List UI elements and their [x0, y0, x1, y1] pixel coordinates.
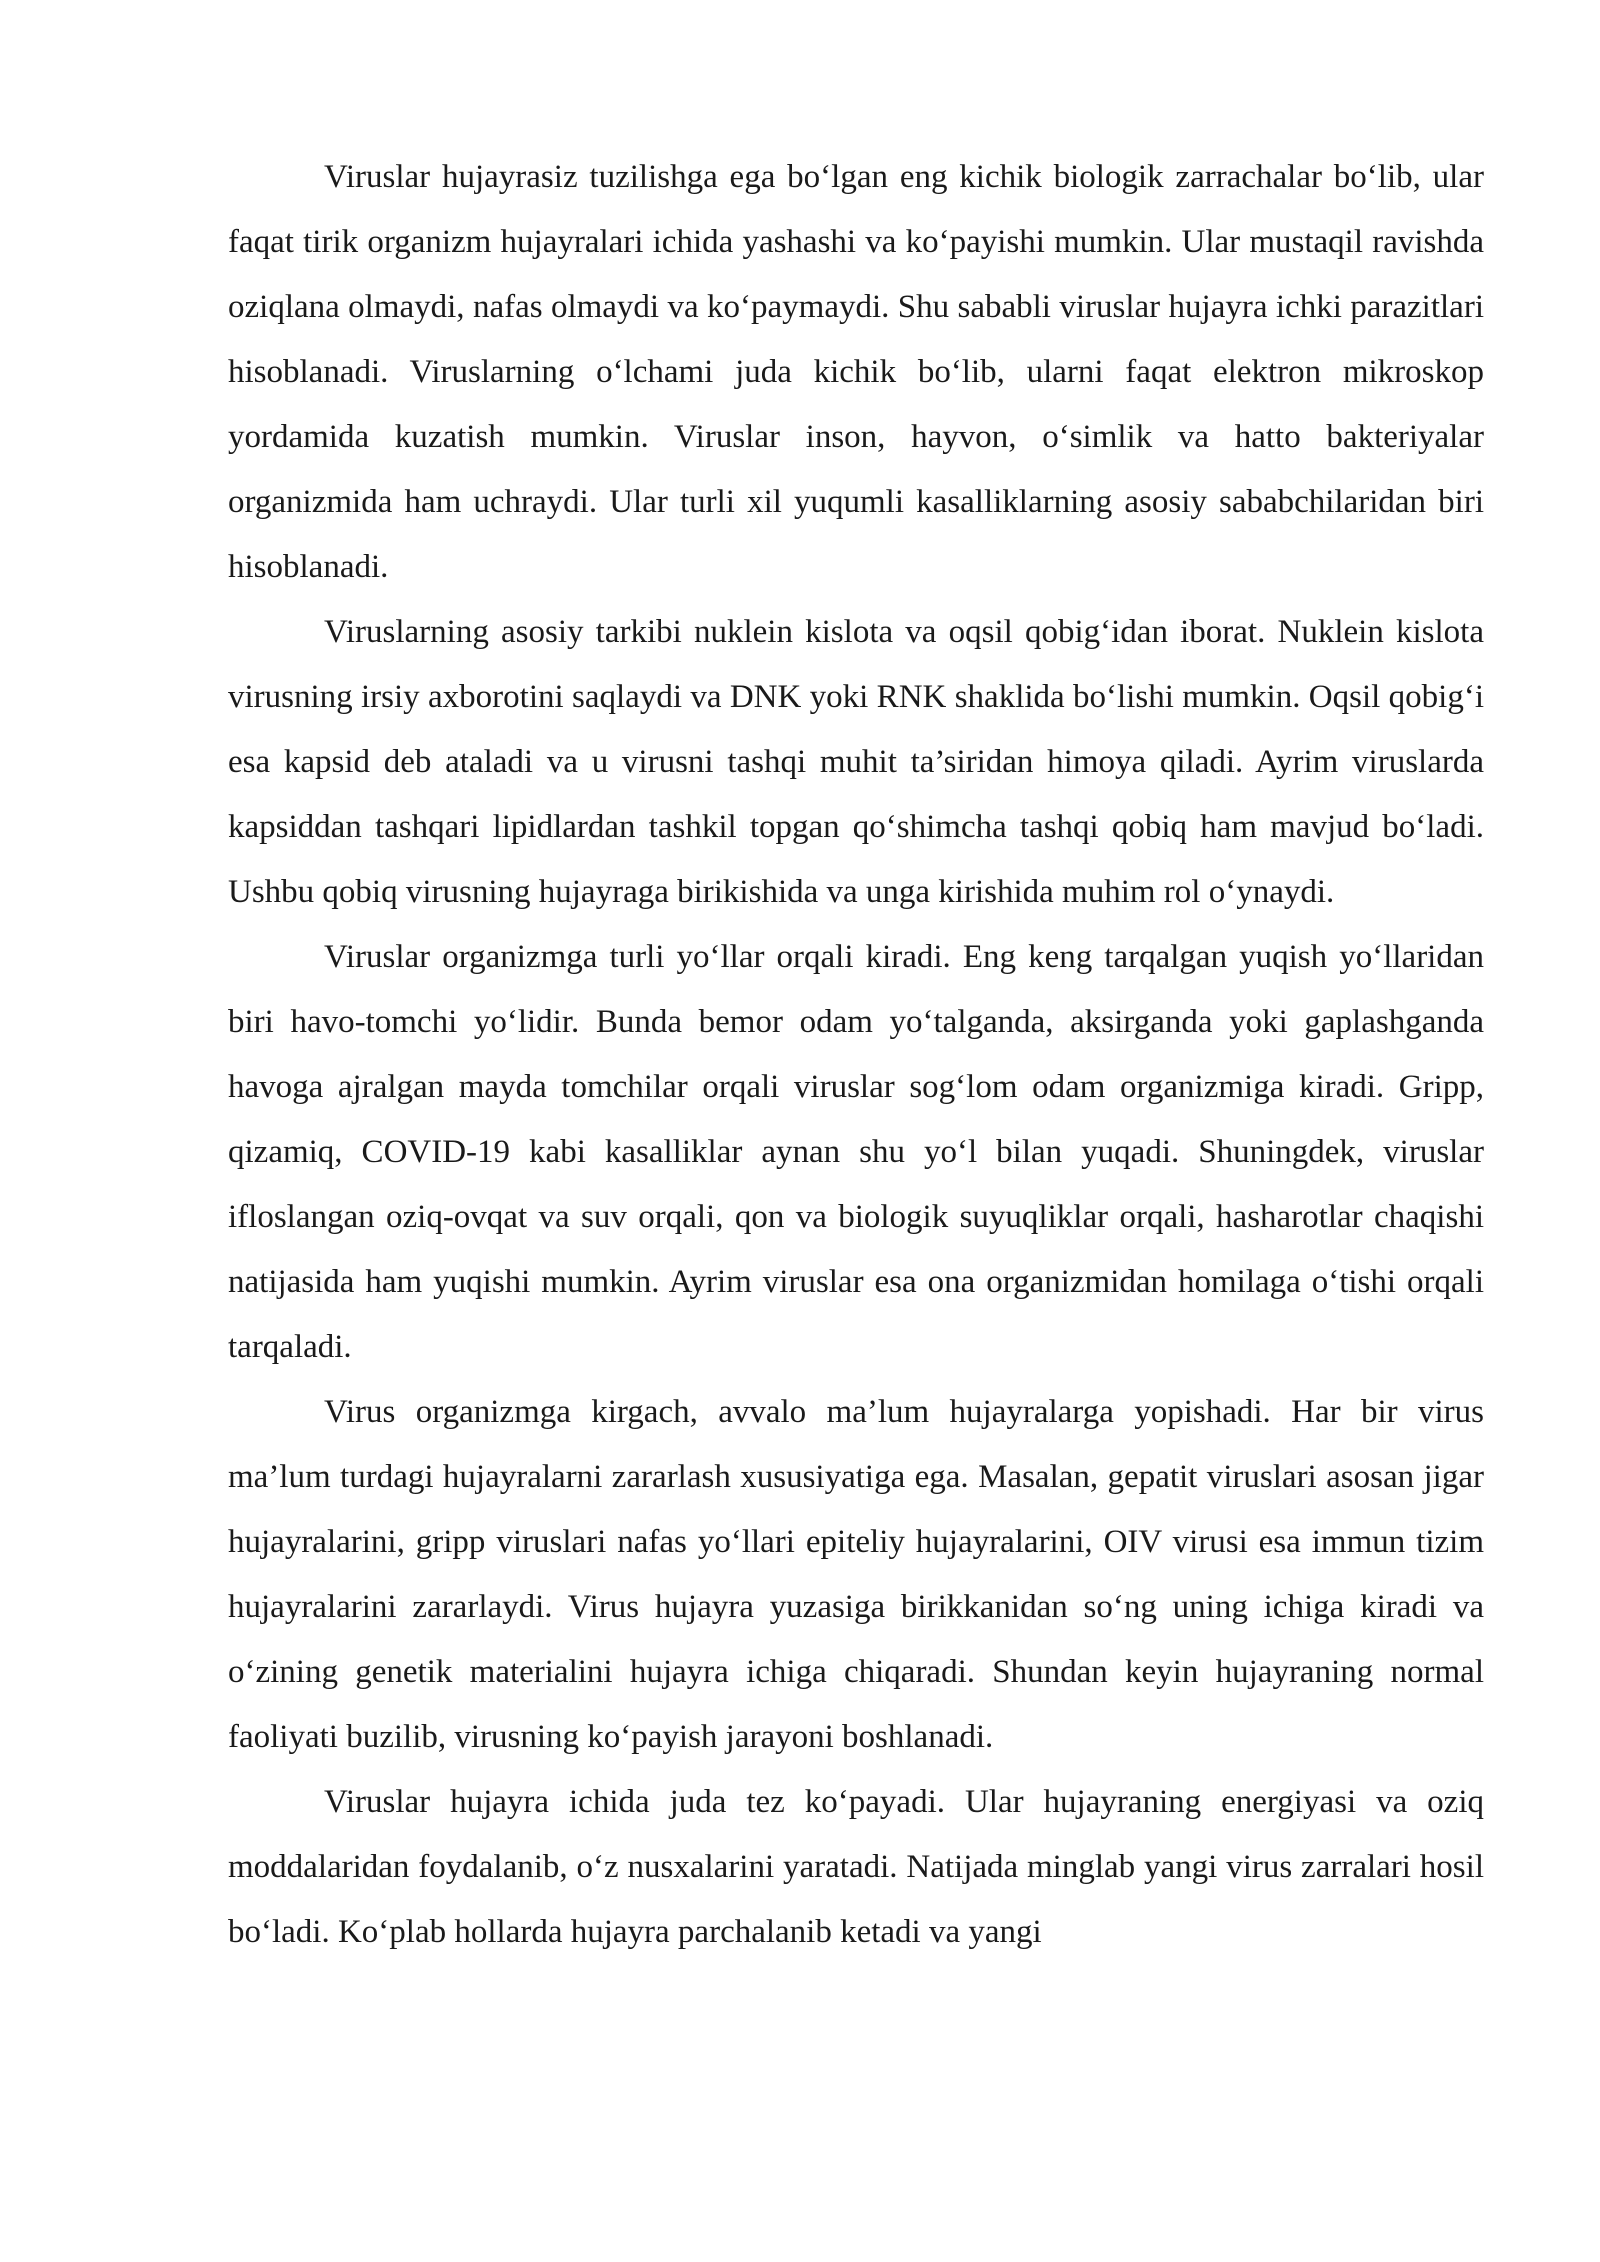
paragraph-3: Viruslar organizmga turli yo‘llar orqali kiradi. Eng keng tarqalgan yuqish yo‘llaridan biri havo-tomchi yo‘lidir. Bunda bemor odam yo‘talganda, aksirganda yoki gaplashganda havoga ajralgan mayda tomchilar orqali viruslar sog‘lom odam organizmiga kiradi. Gripp, qizamiq, COVID-19 kabi kasalliklar aynan shu yo‘l bilan yuqadi. Shuningdek, viruslar ifloslangan oziq-ovqat va suv orqali, qon va biologik suyuqliklar orqali, hasharotlar chaqishi natijasida ham yuqishi mumkin. Ayrim viruslar esa ona organizmidan homilaga o‘tishi orqali tarqaladi.: [228, 939, 1484, 1365]
paragraph-1: Viruslar hujayrasiz tuzilishga ega bo‘lgan eng kichik biologik zarrachalar bo‘lib, ular faqat tirik organizm hujayralari ichida yashashi va ko‘payishi mumkin. Ular mustaqil ravishda oziqlana olmaydi, nafas olmaydi va ko‘paymaydi. Shu sababli viruslar hujayra ichki parazitlari hisoblanadi. Viruslarning o‘lchami juda kichik bo‘lib, ularni faqat elektron mikroskop yordamida kuzatish mumkin. Viruslar inson, hayvon, o‘simlik va hatto bakteriyalar organizmida ham uchraydi. Ular turli xil yuqumli kasalliklarning asosiy sababchilaridan biri hisoblanadi.: [228, 159, 1484, 585]
paragraph-5: Viruslar hujayra ichida juda tez ko‘payadi. Ular hujayraning energiyasi va oziq moddalaridan foydalanib, o‘z nusxalarini yaratadi. Natijada minglab yangi virus zarralari hosil bo‘ladi. Ko‘plab hollarda hujayra parchalanib ketadi va yangi: [228, 1784, 1484, 1950]
paragraph-4: Virus organizmga kirgach, avvalo ma’lum hujayralarga yopishadi. Har bir virus ma’lum turdagi hujayralarni zararlash xususiyatiga ega. Masalan, gepatit viruslari asosan jigar hujayralarini, gripp viruslari nafas yo‘llari epiteliy hujayralarini, OIV virusi esa immun tizim hujayralarini zararlaydi. Virus hujayra yuzasiga birikkanidan so‘ng uning ichiga kiradi va o‘zining genetik materialini hujayra ichiga chiqaradi. Shundan keyin hujayraning normal faoliyati buzilib, virusning ko‘payish jarayoni boshlanadi.: [228, 1394, 1484, 1755]
document-body: [228, 145, 1484, 1965]
paragraph-2: Viruslarning asosiy tarkibi nuklein kislota va oqsil qobig‘idan iborat. Nuklein kislota virusning irsiy axborotini saqlaydi va DNK yoki RNK shaklida bo‘lishi mumkin. Oqsil qobig‘i esa kapsid deb ataladi va u virusni tashqi muhit ta’siridan himoya qiladi. Ayrim viruslarda kapsiddan tashqari lipidlardan tashkil topgan qo‘shimcha tashqi qobiq ham mavjud bo‘ladi. Ushbu qobiq virusning hujayraga birikishida va unga kirishida muhim rol o‘ynaydi.: [228, 614, 1484, 910]
